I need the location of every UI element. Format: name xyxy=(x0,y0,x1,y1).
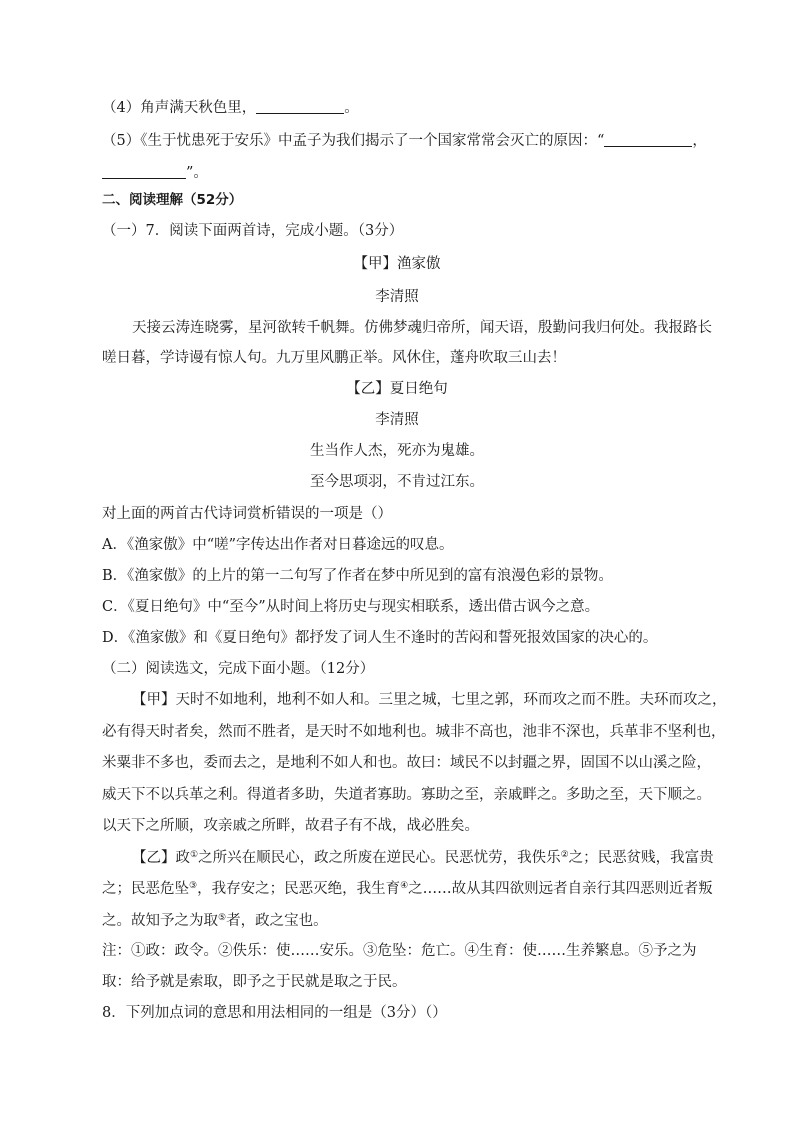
jia-line5: 以天下之所顺，攻亲戚之所畔，故君子有不战，战必胜矣。 xyxy=(102,818,479,834)
yi-line2 xyxy=(102,879,713,899)
note-marker: ① xyxy=(190,850,199,860)
question-8-stem: 8．下列加点词的意思和用法相同的一组是（3分）（） xyxy=(102,1005,447,1021)
poem1-line2: 嗟日暮，学诗谩有惊人句。九万里风鹏正举。风休住，蓬舟吹取三山去！ xyxy=(102,350,566,366)
yi-text: 之。故知予之为取 xyxy=(102,913,218,929)
question-5-cont xyxy=(102,163,208,183)
yi-line1 xyxy=(132,848,714,868)
question-5-text: （5）《生于忧患死于安乐》中孟子为我们揭示了一个国家常常会灭亡的原因：“ xyxy=(102,133,605,149)
yi-text: 者，政之宝也。 xyxy=(226,913,328,929)
part1-intro: （一）7．阅读下面两首诗，完成小题。（3分） xyxy=(102,223,404,239)
question-5-mid: ， xyxy=(692,133,707,149)
answer-blank-4[interactable] xyxy=(256,99,344,114)
question-5 xyxy=(102,131,707,151)
answer-blank-5b[interactable] xyxy=(102,164,186,179)
notes-line1: 注：①政：政令。②佚乐：使……安乐。③危坠：危亡。④生育：使……生养繁息。⑤予之为 xyxy=(102,943,697,959)
question-4-end: 。 xyxy=(344,100,359,116)
poem1-line1: 天接云涛连晓雾，星河欲转千帆舞。仿佛梦魂归帝所，闻天语，殷勤问我归何处。我报路长 xyxy=(132,320,712,336)
option-a[interactable]: A．《渔家傲》中“嗟”字传达出作者对日暮途远的叹息。 xyxy=(102,537,454,553)
poem1-author: 李清照 xyxy=(375,289,419,305)
jia-line4: 威天下不以兵革之利。得道者多助，失道者寡助。寡助之至，亲戚畔之。多助之至，天下顺之。 xyxy=(102,787,711,803)
jia-line1: 【甲】天时不如地利，地利不如人和。三里之城，七里之郭，环而攻之而不胜。夫环而攻之， xyxy=(132,692,727,708)
poem2-author: 李清照 xyxy=(375,412,419,428)
question-4-text: （4）角声满天秋色里， xyxy=(102,100,257,116)
poem2-title: 【乙】夏日绝句 xyxy=(346,381,448,397)
yi-text: 之；民恶危坠 xyxy=(102,881,189,897)
section-heading: 二、阅读理解（52分） xyxy=(102,192,243,208)
option-d[interactable]: D．《渔家傲》和《夏日绝句》都抒发了词人生不逢时的苦闷和誓死报效国家的决心的。 xyxy=(102,630,658,646)
note-marker: ⑤ xyxy=(218,913,227,923)
poem2-line1: 生当作人杰，死亦为鬼雄。 xyxy=(310,443,484,459)
poem1-title: 【甲】渔家傲 xyxy=(353,256,441,272)
part2-intro: （二）阅读选文，完成下面小题。（12分） xyxy=(102,661,375,677)
notes-line2: 取：给予就是索取，即予之于民就是取之于民。 xyxy=(102,974,407,990)
yi-text: 之所兴在顺民心，政之所废在逆民心。民恶忧劳，我佚乐 xyxy=(198,850,561,866)
option-b[interactable]: B．《渔家傲》的上片的第一二句写了作者在梦中所见到的富有浪漫色彩的景物。 xyxy=(102,568,613,584)
question-7-stem: 对上面的两首古代诗词赏析错误的一项是（） xyxy=(102,506,392,522)
note-marker: ③ xyxy=(189,881,198,891)
poem2-line2: 至今思项羽，不肯过江东。 xyxy=(310,474,484,490)
yi-line3 xyxy=(102,911,328,931)
note-marker: ② xyxy=(560,850,569,860)
yi-text: 【乙】政 xyxy=(132,850,190,866)
jia-line2: 必有得天时者矣，然而不胜者，是天时不如地利也。城非不高也，池非不深也，兵革非不坚利也， xyxy=(102,724,726,740)
answer-blank-5a[interactable] xyxy=(604,132,692,147)
option-c[interactable]: C．《夏日绝句》中“至今”从时间上将历史与现实相联系，透出借古讽今之意。 xyxy=(102,599,600,615)
question-5-end: ”。 xyxy=(186,165,208,181)
yi-text: 之；民恶贫贱，我富贵 xyxy=(568,850,714,866)
question-4 xyxy=(102,98,359,118)
yi-text: 之……故从其四欲则远者自亲行其四恶则近者叛 xyxy=(408,881,713,897)
jia-line3: 米粟非不多也，委而去之，是地利不如人和也。故曰：域民不以封疆之界，固国不以山溪之险， xyxy=(102,755,711,771)
note-marker: ④ xyxy=(400,881,409,891)
yi-text: ，我存安之；民恶灭绝，我生育 xyxy=(197,881,401,897)
